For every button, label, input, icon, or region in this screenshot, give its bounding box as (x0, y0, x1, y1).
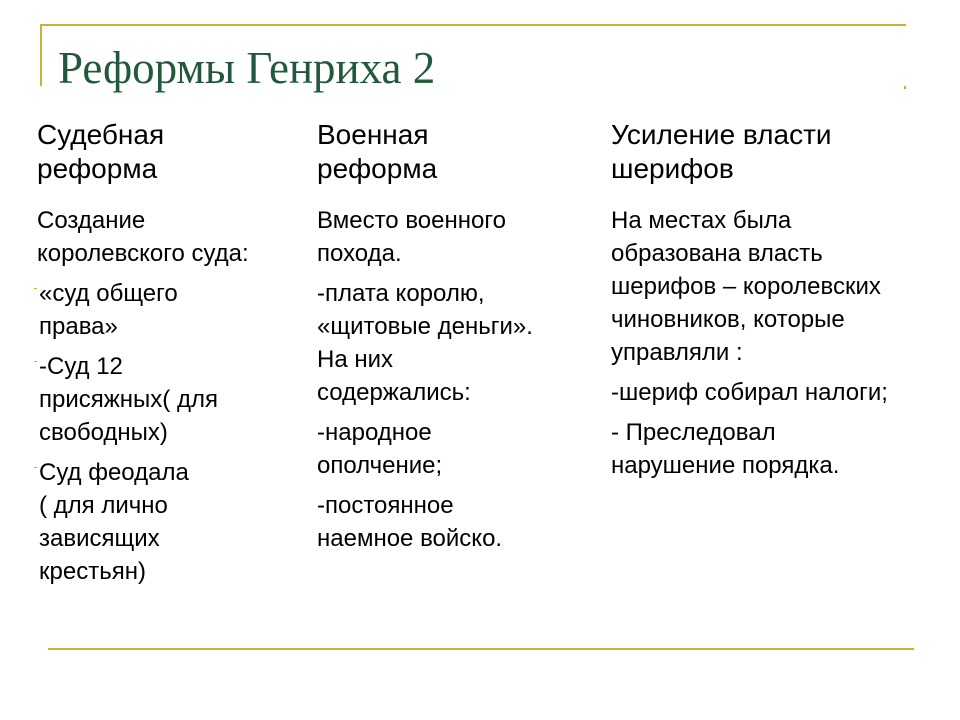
bullet-mark-icon (34, 361, 37, 362)
heading-line: Военная (317, 119, 429, 150)
item-line: «щитовые деньги». (317, 313, 533, 340)
title-frame-top-line (40, 24, 906, 26)
list-item (317, 416, 602, 482)
list-item (317, 277, 602, 409)
item-line: свободных) (39, 419, 168, 446)
item-line: права» (39, 313, 118, 340)
item-line: -шериф собирал налоги; (611, 379, 888, 406)
item-line: -Суд 12 (39, 353, 123, 380)
item-line: наемное войско. (317, 525, 503, 552)
bullet-mark-icon (34, 467, 37, 468)
item-line: королевского суда: (37, 240, 249, 267)
item-line: «суд общего (39, 280, 178, 307)
column-item-list (37, 204, 307, 588)
item-line: На них (317, 346, 394, 373)
title-frame-left-line (40, 24, 42, 86)
heading-line: Судебная (37, 119, 165, 150)
column-judicial-reform (37, 118, 307, 595)
list-item (611, 416, 956, 482)
item-line: -плата королю, (317, 280, 485, 307)
item-line: управляли : (611, 339, 743, 366)
column-heading (37, 118, 307, 204)
content-bottom-line (48, 648, 914, 650)
item-line: -народное (317, 419, 432, 446)
list-item (611, 204, 956, 369)
list-item (37, 204, 307, 270)
item-line: похода. (317, 240, 402, 267)
heading-line: Усиление власти (611, 119, 832, 150)
column-heading (611, 118, 956, 204)
item-line: ополчение; (317, 452, 443, 479)
item-line: Создание (37, 207, 146, 234)
item-line: присяжных( для (39, 386, 218, 413)
heading-line: реформа (317, 153, 438, 184)
item-line: чиновников, которые (611, 306, 845, 333)
column-item-list (611, 204, 956, 482)
item-line: -постоянное (317, 492, 454, 519)
column-item-list (317, 204, 602, 555)
item-line: образована власть (611, 240, 823, 267)
list-item (317, 204, 602, 270)
item-line: шерифов – королевских (611, 273, 881, 300)
item-line: На местах была (611, 207, 792, 234)
list-item (37, 277, 307, 343)
bullet-mark-icon (34, 288, 37, 289)
slide-title: Реформы Генриха 2 (58, 43, 436, 93)
heading-line: реформа (37, 153, 158, 184)
list-item (611, 376, 956, 409)
column-sheriff-power (611, 118, 956, 489)
list-item (37, 456, 307, 588)
item-line: Вместо военного (317, 207, 506, 234)
item-line: зависящих (39, 525, 160, 552)
item-line: ( для лично (39, 492, 168, 519)
item-line: Суд феодала (39, 459, 189, 486)
column-heading (317, 118, 602, 204)
list-item (37, 350, 307, 449)
column-military-reform (317, 118, 602, 562)
heading-line: шерифов (611, 153, 734, 184)
item-line: крестьян) (39, 558, 146, 585)
item-line: содержались: (317, 379, 471, 406)
item-line: нарушение порядка. (611, 452, 840, 479)
title-frame-right-mark (904, 86, 906, 89)
list-item (317, 489, 602, 555)
item-line: - Преследовал (611, 419, 776, 446)
